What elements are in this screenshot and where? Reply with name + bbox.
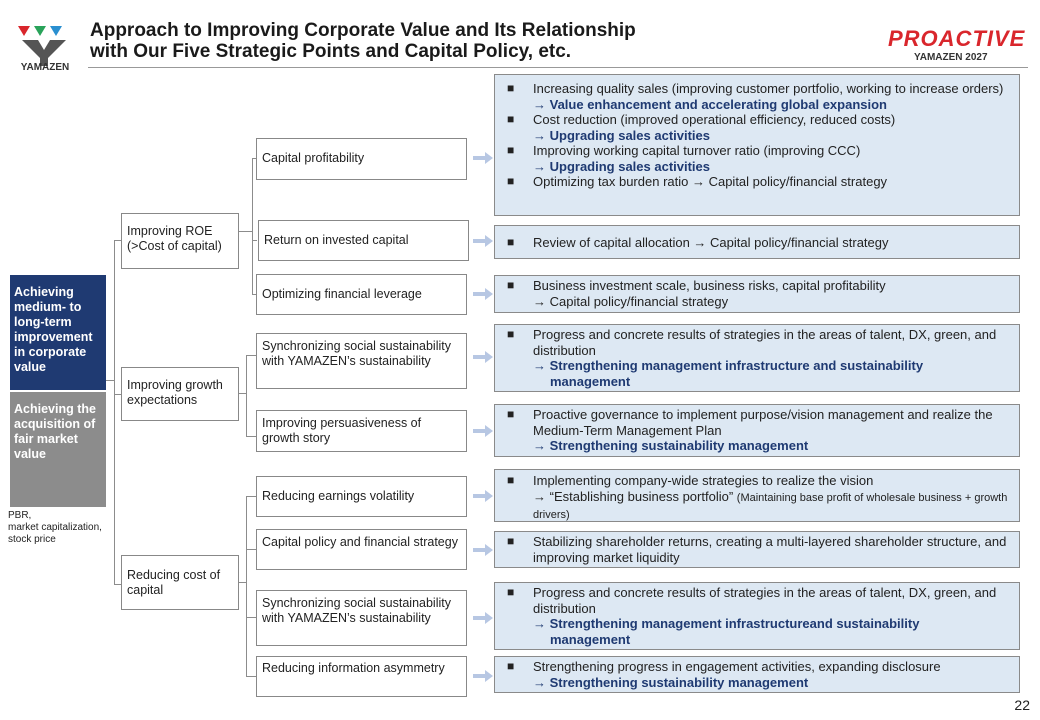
arrow-icon	[473, 612, 493, 624]
detail-financial-leverage: ■ Business investment scale, business risks, capital profitability → Capital policy/financial strategy	[494, 275, 1020, 313]
detail-earnings-volatility: ■ Implementing company-wide strategies to realize the vision → “Establishing business portfolio” (Maintaining base profit of wholesale business + growth drivers)	[494, 469, 1020, 522]
arrow-icon	[473, 351, 493, 363]
brand-subtitle: YAMAZEN 2027	[914, 52, 988, 63]
arrow-icon	[473, 670, 493, 682]
page-title: Approach to Improving Corporate Value and Its Relationship with Our Five Strategic Points and Capital Policy, etc.	[90, 20, 636, 62]
detail-return-on-invested-capital: ■ Review of capital allocation → Capital policy/financial strategy	[494, 225, 1020, 259]
goal-box-corporate-value: Achieving medium- to long-term improvement in corporate value	[10, 275, 106, 390]
arrow-icon	[473, 152, 493, 164]
bullet-icon: ■	[507, 585, 515, 599]
brand-word: PROACTIVE	[888, 26, 1026, 51]
detail-capital-profitability: ■ Increasing quality sales (improving customer portfolio, working to increase orders) → Value enhancement and accelerating global expansion ■ Cost reduction (improved operational efficiency, reduced costs) → Upgrading sales activities ■ Improving working capital turnover ratio (improving CCC) → Upgrading sales activities ■ Optimizing tax burden ratio → Capital policy/financial strategy	[494, 74, 1020, 216]
bullet-icon: ■	[507, 659, 515, 673]
arrow-icon	[473, 544, 493, 556]
bullet-icon: ■	[507, 407, 515, 421]
driver-financial-leverage: Optimizing financial leverage	[256, 274, 467, 315]
lever-reducing-cost-of-capital: Reducing cost of capital	[121, 555, 239, 610]
bullet-icon: ■	[507, 278, 515, 292]
detail-capital-policy: ■ Stabilizing shareholder returns, creating a multi-layered shareholder structure, and improving market liquidity	[494, 531, 1020, 568]
driver-growth-story: Improving persuasiveness of growth story	[256, 410, 467, 452]
driver-sustainability-sync-growth: Synchronizing social sustainability with YAMAZEN’s sustainability	[256, 333, 467, 389]
driver-capital-policy: Capital policy and financial strategy	[256, 529, 467, 570]
goal-box-market-value: Achieving the acquisition of fair market value	[10, 392, 106, 507]
market-indicator-note: PBR, market capitalization, stock price	[8, 510, 102, 545]
driver-capital-profitability: Capital profitability	[256, 138, 467, 180]
arrow-icon	[473, 490, 493, 502]
driver-return-on-invested-capital: Return on invested capital	[258, 220, 469, 261]
driver-information-asymmetry: Reducing information asymmetry	[256, 656, 467, 697]
arrow-icon	[473, 235, 493, 247]
detail-sustainability-cost: ■ Progress and concrete results of strategies in the areas of talent, DX, green, and distribution → Strengthening management infrastructureand sustainability management	[494, 582, 1020, 650]
bullet-icon: ■	[507, 81, 515, 95]
title-divider	[88, 67, 1028, 68]
bullet-icon: ■	[507, 174, 515, 188]
bullet-icon: ■	[507, 235, 515, 249]
lever-growth-expectations: Improving growth expectations	[121, 367, 239, 421]
arrow-icon	[473, 425, 493, 437]
detail-sustainability-growth: ■ Progress and concrete results of strategies in the areas of talent, DX, green, and distribution → Strengthening management infrastructure and sustainability management	[494, 324, 1020, 392]
arrow-icon	[473, 288, 493, 300]
bullet-icon: ■	[507, 112, 515, 126]
page-number: 22	[1014, 697, 1030, 713]
driver-sustainability-sync-cost: Synchronizing social sustainability with YAMAZEN’s sustainability	[256, 590, 467, 646]
bullet-icon: ■	[507, 534, 515, 548]
detail-information-asymmetry: ■ Strengthening progress in engagement activities, expanding disclosure → Strengthening sustainability management	[494, 656, 1020, 693]
bullet-icon: ■	[507, 143, 515, 157]
logo-text: YAMAZEN	[20, 62, 70, 73]
bullet-icon: ■	[507, 327, 515, 341]
detail-growth-story: ■ Proactive governance to implement purpose/vision management and realize the Medium-Term Management Plan → Strengthening sustainability management	[494, 404, 1020, 457]
lever-improving-roe: Improving ROE (>Cost of capital)	[121, 213, 239, 269]
driver-earnings-volatility: Reducing earnings volatility	[256, 476, 467, 517]
bullet-icon: ■	[507, 473, 515, 487]
